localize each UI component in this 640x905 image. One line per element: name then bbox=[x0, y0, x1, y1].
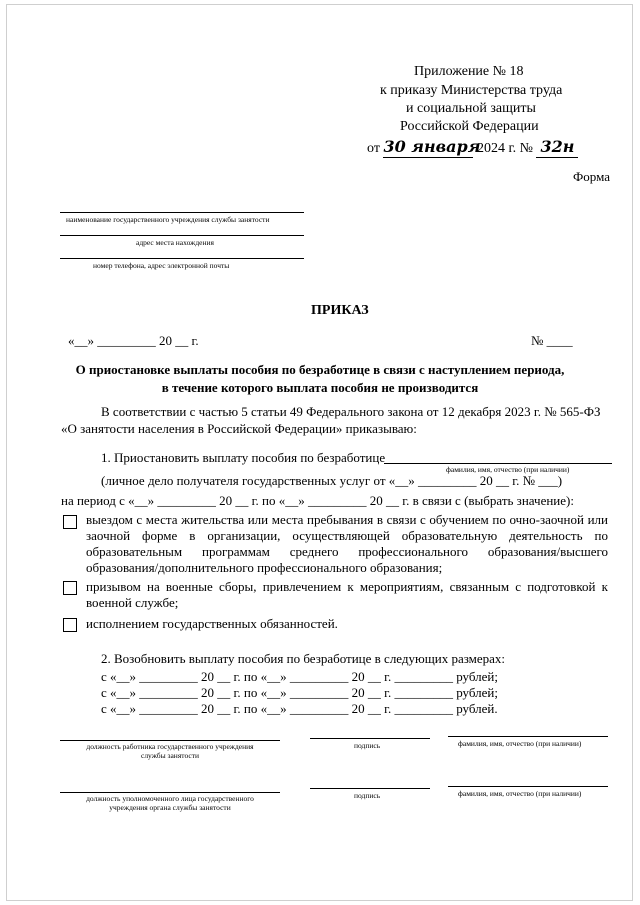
address-caption: адрес места нахождения bbox=[136, 238, 214, 247]
handwritten-date: 30 января bbox=[383, 137, 481, 156]
from-prefix: от bbox=[367, 141, 380, 156]
fio-signature-line-2 bbox=[448, 786, 608, 787]
order-year: 2024 г. № bbox=[476, 141, 533, 156]
option1-text: выездом с места жительства или места пребывания в связи с обучением по очно-заочной или заочной форме в организации, осуществляющей образовательную деятельность по образовательным программам среднего профессионального образования/высшего образования/дополнительного профессионального образования; bbox=[86, 512, 608, 575]
option3-text: исполнением государственных обязанностей. bbox=[86, 616, 338, 631]
order-title: ПРИКАЗ bbox=[311, 303, 369, 318]
institution-name-line bbox=[60, 212, 304, 213]
period-line: на период с «__» _________ 20 __ г. по «__» _________ 20 __ г. в связи с (выбрать значение): bbox=[61, 493, 574, 508]
official-position-caption bbox=[60, 794, 280, 812]
subject-line-1: О приостановке выплаты пособия по безработице в связи с наступлением периода, bbox=[75, 362, 565, 377]
preamble-line-2: «О занятости населения в Российской Федерации» приказываю: bbox=[61, 421, 417, 436]
signature-caption-2: подпись bbox=[354, 791, 381, 800]
payment-row-3: с «__» _________ 20 __ г. по «__» _________ 20 __ г. _________ рублей. bbox=[101, 701, 498, 716]
official-position-caption-1: должность уполномоченного лица государственного bbox=[86, 794, 254, 803]
signature-caption: подпись bbox=[354, 741, 381, 750]
federation-line: Российской Федерации bbox=[400, 119, 539, 134]
option3-checkbox[interactable] bbox=[63, 618, 77, 632]
appendix-number: Приложение № 18 bbox=[414, 64, 524, 79]
ministry-line: и социальной защиты bbox=[406, 101, 536, 116]
order-date-line bbox=[367, 137, 578, 158]
item2-text: 2. Возобновить выплату пособия по безработице в следующих размерах: bbox=[101, 651, 506, 666]
official-position-caption-2: учреждения органа службы занятости bbox=[109, 803, 231, 812]
worker-position-caption-2: службы занятости bbox=[140, 751, 200, 760]
fio-signature-caption: фамилия, имя, отчество (при наличии) bbox=[458, 739, 582, 748]
institution-name-caption: наименование государственного учреждения службы занятости bbox=[66, 215, 270, 224]
contacts-caption: номер телефона, адрес электронной почты bbox=[93, 261, 230, 270]
order-subject bbox=[0, 362, 640, 396]
order-number: № ____ bbox=[531, 333, 573, 348]
worker-position-line bbox=[60, 740, 280, 741]
option2-checkbox[interactable] bbox=[63, 581, 77, 595]
personal-file-line: (личное дело получателя государственных услуг от «__» _________ 20 __ г. № ___) bbox=[101, 473, 563, 488]
fio-caption: фамилия, имя, отчество (при наличии) bbox=[446, 465, 570, 474]
option2-text: призывом на военные сборы, привлечением к мероприятиям, связанным с подготовкой к военной службе; bbox=[86, 579, 608, 610]
order-date: «__» _________ 20 __ г. bbox=[68, 333, 199, 348]
signature-line-2 bbox=[310, 788, 430, 789]
official-position-line bbox=[60, 792, 280, 793]
fio-signature-line bbox=[448, 736, 608, 737]
option1-checkbox[interactable] bbox=[63, 515, 77, 529]
address-line bbox=[60, 235, 304, 236]
payment-row-1: с «__» _________ 20 __ г. по «__» _________ 20 __ г. _________ рублей; bbox=[101, 669, 498, 684]
form-label: Форма bbox=[573, 169, 610, 184]
payment-row-2: с «__» _________ 20 __ г. по «__» _________ 20 __ г. _________ рублей; bbox=[101, 685, 498, 700]
worker-position-caption bbox=[60, 742, 280, 760]
subject-line-2: в течение которого выплата пособия не производится bbox=[161, 380, 479, 395]
signature-line bbox=[310, 738, 430, 739]
order-reference: к приказу Министерства труда bbox=[380, 83, 563, 98]
contacts-line bbox=[60, 258, 304, 259]
fio-line bbox=[384, 463, 612, 464]
preamble-line-1: В соответствии с частью 5 статьи 49 Федерального закона от 12 декабря 2023 г. № 565-ФЗ bbox=[101, 404, 601, 419]
item1-text: 1. Приостановить выплату пособия по безработице bbox=[101, 450, 386, 465]
worker-position-caption-1: должность работника государственного учреждения bbox=[86, 742, 254, 751]
handwritten-number: 32н bbox=[540, 137, 575, 156]
fio-signature-caption-2: фамилия, имя, отчество (при наличии) bbox=[458, 789, 582, 798]
